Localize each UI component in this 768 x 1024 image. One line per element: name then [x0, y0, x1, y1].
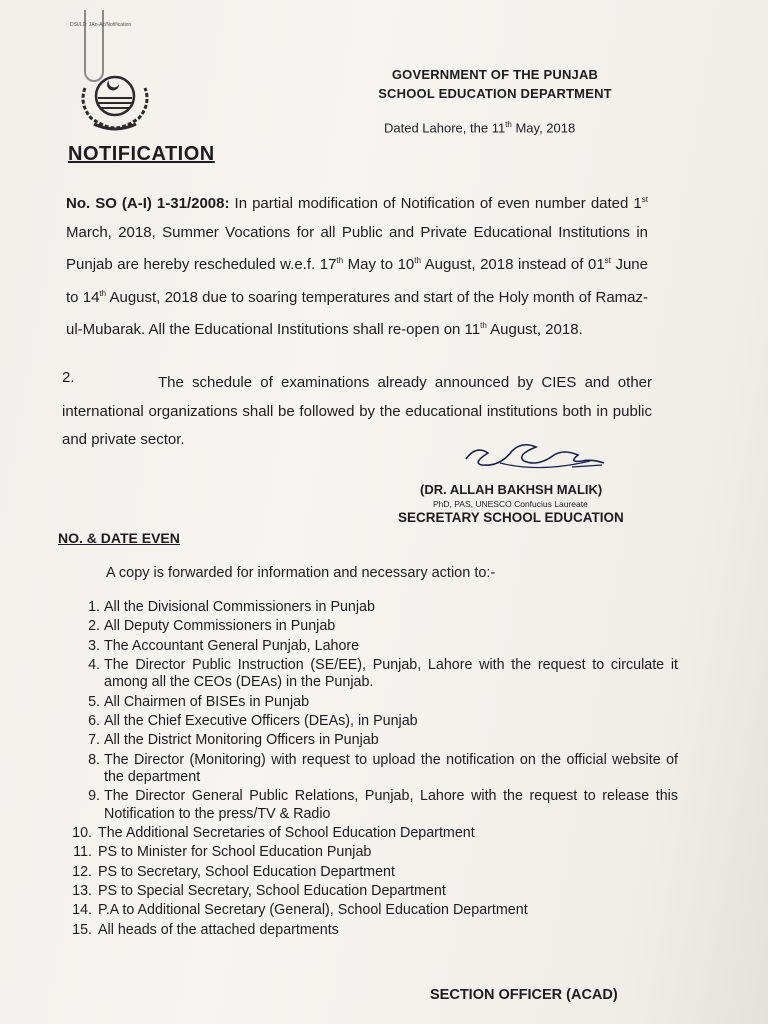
- list-item: 9. The Director General Public Relations, Punjab, Lahore with the request to release this Notification to the press/TV & Radio: [88, 788, 678, 822]
- file-stamp: DSI/LD: JAn-Ac/Notification: [70, 22, 132, 28]
- list-item: 15. All heads of the attached departments: [72, 921, 339, 938]
- copy-forward-line: A copy is forwarded for information and necessary action to:-: [106, 565, 496, 581]
- signatory-credentials: PhD, PAS, UNESCO Confucius Laureate: [433, 499, 588, 509]
- list-item: 12. PS to Secretary, School Education Department: [72, 863, 395, 880]
- list-item: 11. PS to Minister for School Education Punjab: [73, 844, 372, 861]
- date-line: Dated Lahore, the 11th May, 2018: [384, 120, 576, 136]
- list-item: 14. P.A to Additional Secretary (General), School Education Department: [72, 902, 528, 919]
- signatory-title: SECRETARY SCHOOL EDUCATION: [398, 510, 624, 525]
- list-item: 8. The Director (Monitoring) with request to upload the notification on the official website of the department: [88, 751, 678, 786]
- list-item: 3. The Accountant General Punjab, Lahore: [88, 637, 360, 654]
- department-heading: SCHOOL EDUCATION DEPARTMENT: [378, 86, 612, 101]
- paragraph-2: The schedule of examinations already announced by CIES and other international organizations shall be followed by the educational institutions both in public and private sector.: [62, 374, 652, 448]
- list-item: 7. All the District Monitoring Officers in Punjab: [88, 732, 379, 749]
- list-item: 4. The Director Public Instruction (SE/EE), Punjab, Lahore with the request to circulate it among all the CEOs (DEAs) in the Punjab.: [88, 656, 678, 691]
- list-item: 10. The Additional Secretaries of School Education Department: [72, 825, 475, 842]
- notification-reference: No. SO (A-I) 1-31/2008:: [66, 195, 230, 212]
- signatory-name: (DR. ALLAH BAKHSH MALIK): [420, 482, 603, 497]
- section-officer-signoff: SECTION OFFICER (ACAD): [430, 987, 618, 1003]
- no-date-even-heading: NO. & DATE EVEN: [58, 530, 180, 546]
- recipient-list: [72, 599, 678, 941]
- list-item: 5. All Chairmen of BISEs in Punjab: [88, 693, 310, 710]
- paragraph-2-number: 2.: [62, 369, 75, 386]
- government-heading: GOVERNMENT OF THE PUNJAB: [391, 67, 599, 82]
- list-item: 2. All Deputy Commissioners in Punjab: [88, 618, 336, 635]
- list-item: 13. PS to Special Secretary, School Education Department: [72, 883, 446, 900]
- list-item: 6. All the Chief Executive Officers (DEAs), in Punjab: [88, 712, 418, 729]
- punjab-government-logo-icon: [76, 66, 154, 134]
- signature-icon: [460, 433, 620, 477]
- paragraph-1: No. SO (A-I) 1-31/2008: In partial modification of Notification of even number dated 1st March, 2018, Summer Vocations for all Public and Private Educational Institutions in Punjab are hereby rescheduled w.e.f. 17th May to 10th August, 2018 instead of 01st June to 14th August, 2018 due to soaring temperatures and start of the Holy month of Ramaz-ul-Mubarak. All the Educational Institutions shall re-open on 11th August, 2018.: [66, 195, 648, 338]
- notification-title: NOTIFICATION: [68, 143, 215, 165]
- list-item: 1. All the Divisional Commissioners in Punjab: [88, 599, 375, 615]
